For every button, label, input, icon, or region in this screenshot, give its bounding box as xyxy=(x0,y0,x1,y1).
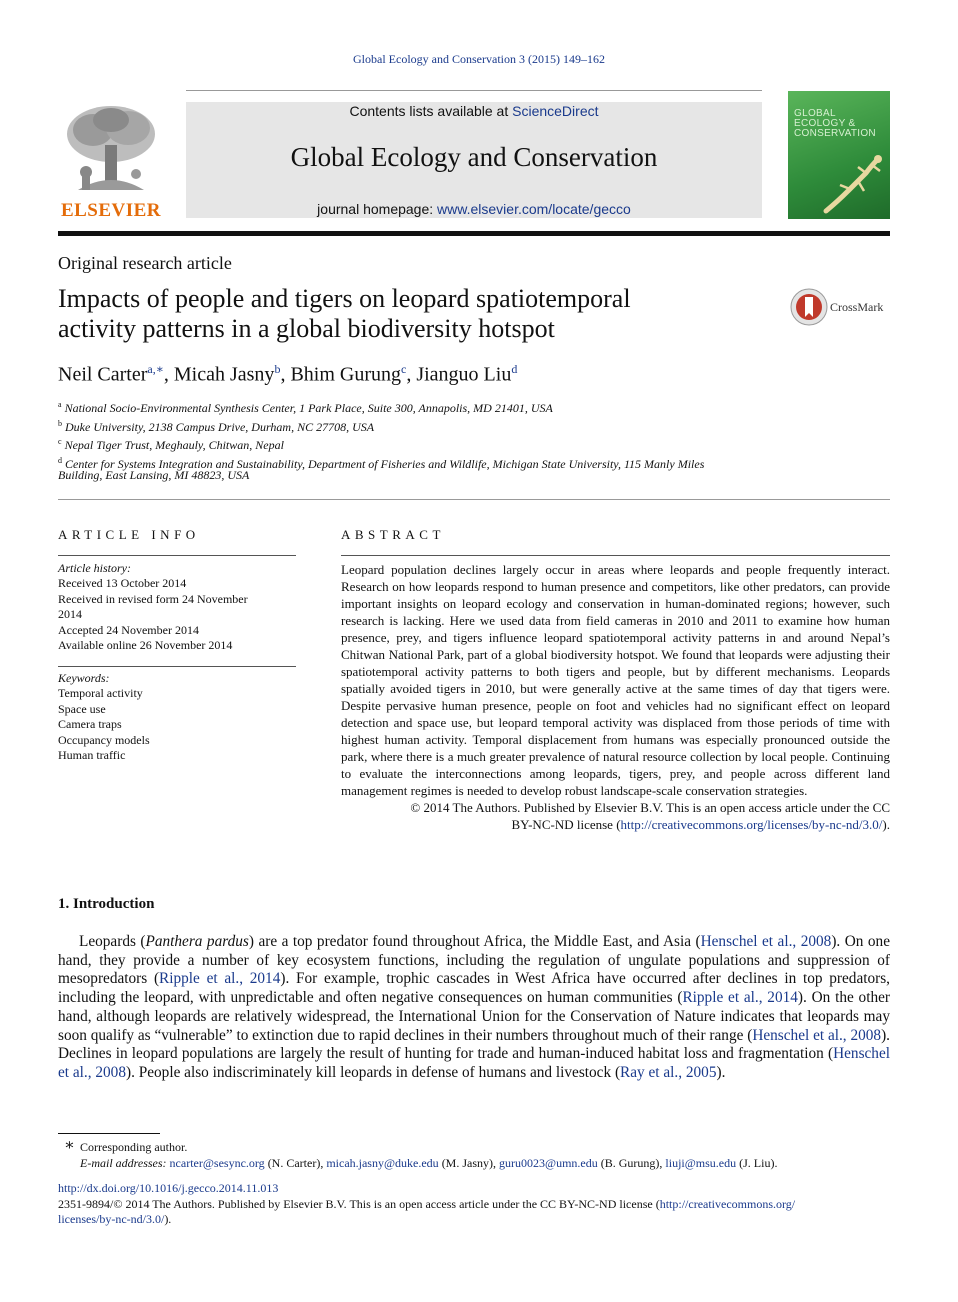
crossmark-icon xyxy=(790,288,828,326)
author-name: Micah Jasny xyxy=(173,363,275,386)
author-sep: , xyxy=(406,363,417,386)
contents-line xyxy=(186,103,762,119)
citation-link[interactable]: Henschel et al., 2008 xyxy=(700,933,832,950)
email-link[interactable]: micah.jasny@duke.edu xyxy=(326,1156,439,1170)
issn-line xyxy=(58,1197,890,1213)
license-link[interactable]: http://creativecommons.org/licenses/by-nc-nd/3.0/ xyxy=(620,817,883,832)
doi-link[interactable]: http://dx.doi.org/10.1016/j.gecco.2014.11.013 xyxy=(58,1181,279,1195)
license-link[interactable]: licenses/by-nc-nd/3.0/ xyxy=(58,1212,165,1226)
header-rule xyxy=(58,231,890,236)
copyright-line-1: © 2014 The Authors. Published by Elsevier B.V. This is an open access article under the CC xyxy=(410,800,890,815)
affil-text: Nepal Tiger Trust, Meghauly, Chitwan, Nepal xyxy=(64,438,284,452)
author-sep: , xyxy=(280,363,291,386)
author-affil-mark[interactable]: b xyxy=(274,362,281,376)
affiliation-b xyxy=(58,416,374,435)
affiliation-a xyxy=(58,397,553,416)
affil-mark: d xyxy=(58,456,62,465)
citation-link[interactable]: Henschel et al., 2008 xyxy=(752,1026,882,1044)
abstract-heading: ABSTRACT xyxy=(341,527,445,542)
history-revised-year: 2014 xyxy=(58,607,82,622)
keywords-rule xyxy=(58,666,296,667)
author-list xyxy=(58,362,517,387)
footnote-corresponding xyxy=(58,1139,890,1155)
crossmark-label: CrossMark xyxy=(830,300,884,314)
text-run: Leopards ( xyxy=(79,933,146,950)
journal-title: Global Ecology and Conservation xyxy=(290,142,658,172)
article-history xyxy=(58,561,288,653)
license-link[interactable]: http://creativecommons.org/ xyxy=(659,1196,796,1211)
footnote-emails xyxy=(58,1155,890,1171)
keywords-label: Keywords: xyxy=(58,671,110,685)
author-affil-mark[interactable]: c xyxy=(401,362,407,376)
title-line-2: activity patterns in a global biodiversity hotspot xyxy=(58,314,555,343)
article-info-rule xyxy=(58,555,296,556)
journal-cover[interactable] xyxy=(788,91,890,219)
homepage-link[interactable]: www.elsevier.com/locate/gecco xyxy=(437,201,631,217)
keyword-item: Space use xyxy=(58,701,106,716)
affil-mark: b xyxy=(58,419,62,428)
author-affil-mark[interactable]: d xyxy=(511,362,518,376)
article-info-heading: ARTICLE INFO xyxy=(58,527,200,542)
elsevier-wordmark: ELSEVIER xyxy=(60,200,162,221)
affil-mark: a xyxy=(58,400,62,409)
text-run: ). People also indiscriminately kill leopards in defense of humans and livestock ( xyxy=(125,1063,621,1081)
abstract-paragraph: Leopard population declines largely occur in areas where leopards and people frequently interact. Research on how leopards respond to human presence and competitors, like other predators, can provide important insights on leopard ecology and conservation in human-dominated regions; however, such research is lacking. Here we used data from field cameras in 2010 and 2011 to examine how human presence, prey, and tigers influence leopard spatiotemporal activity patterns in and around Nepal’s Chitwan National Park, part of a global biodiversity hotspot. We found that leopards were adjusting their spatiotemporal activity patterns to both tigers and people, but by different mechanisms. Leopards spatially avoided tigers in 2010, but were generally active at the same times of day that tigers were. Despite pervasive human presence, people on foot and vehicles had no significant effect on leopard detection and space use, but leopard temporal activity was displaced from those periods of time with highest human activity. Temporal displacement from humans was especially pronounced outside the park, where there is a much greater prevalence of natural resource collection by local people. Continuing to evaluate the interconnections among leopards, tigers, prey, and people across different land management regimes is needed to develop robust landscape-scale conservation strategies. xyxy=(341,562,890,798)
citation-link[interactable]: Ripple et al., 2014 xyxy=(682,989,798,1007)
affil-text: Center for Systems Integration and Sustainability, Department of Fisheries and Wildlife, Michigan State University, 115 Manly Miles xyxy=(65,457,705,471)
email-link[interactable]: ncarter@sesync.org xyxy=(169,1156,265,1170)
article-type: Original research article xyxy=(58,253,232,273)
homepage-prefix: journal homepage: xyxy=(317,201,438,217)
doi-block xyxy=(58,1181,890,1228)
keyword-item: Occupancy models xyxy=(58,732,150,747)
history-revised: Received in revised form 24 November xyxy=(58,591,248,606)
affil-text: National Socio-Environmental Synthesis Center, 1 Park Place, Suite 300, Annapolis, MD 21401, USA xyxy=(64,401,553,415)
intro-paragraph xyxy=(58,933,890,1083)
cover-title: GLOBAL ECOLOGY & CONSERVATION xyxy=(794,108,876,139)
email-owner: (B. Gurung), xyxy=(597,1156,666,1170)
introduction-body xyxy=(58,933,890,1083)
copyright-line-2 xyxy=(341,816,890,833)
text-run: ). For example, trophic cascades in West Africa have occurred after declines in top predators, including the leopard, with unpredictable and often negative consequences on human communities ( xyxy=(58,970,891,1007)
license-suffix: ). xyxy=(882,817,890,832)
citation-link[interactable]: Ray et al., 2005 xyxy=(620,1063,717,1081)
text-run: ). xyxy=(716,1063,726,1081)
text-run: ). On one hand, they provide a number of key ecosystem functions, including the regulation of ungulate populations and suppression of mesopredators ( xyxy=(58,933,890,988)
citation-link[interactable]: Henschel et al., 2008 xyxy=(58,1045,890,1081)
affiliation-d-cont: Building, East Lansing, MI 48823, USA xyxy=(58,468,250,482)
author-name: Neil Carter xyxy=(58,363,148,386)
abstract-body xyxy=(341,561,890,833)
email-owner: (N. Carter), xyxy=(264,1156,327,1170)
affil-mark: c xyxy=(58,437,62,446)
citation-link[interactable]: Ripple et al., 2014 xyxy=(159,970,281,988)
running-head[interactable]: Global Ecology and Conservation 3 (2015) 149–162 xyxy=(353,52,605,66)
license-prefix: BY-NC-ND license ( xyxy=(511,817,621,832)
author-sep: , xyxy=(163,363,174,386)
crossmark-badge[interactable] xyxy=(790,288,890,328)
email-owner: (J. Liu). xyxy=(736,1156,778,1170)
history-accepted: Accepted 24 November 2014 xyxy=(58,622,199,637)
license-suffix: ). xyxy=(164,1212,172,1226)
affiliation-rule xyxy=(58,499,890,500)
tree-icon xyxy=(58,100,164,200)
keyword-item: Human traffic xyxy=(58,748,126,763)
email-owner: (M. Jasny), xyxy=(438,1156,500,1170)
abstract-copyright xyxy=(341,799,890,833)
keywords xyxy=(58,671,288,763)
email-label: E-mail addresses: xyxy=(80,1156,167,1170)
species-name: Panthera pardus xyxy=(145,933,249,950)
history-label: Article history: xyxy=(58,561,131,575)
email-link[interactable]: liuji@msu.edu xyxy=(665,1156,737,1170)
text-run: ). On the other hand, although leopards are relatively widespread, the International Union for the Conservation of Nature indicates that leopards may soon qualify as “vulnerable” to extinction due to rapid declines in their numbers throughout much of their range ( xyxy=(58,989,890,1044)
issn-line-2 xyxy=(58,1212,890,1228)
title-line-1: Impacts of people and tigers on leopard spatiotemporal xyxy=(58,284,631,313)
section-heading-introduction: 1. Introduction xyxy=(58,896,155,912)
homepage-line xyxy=(186,201,762,217)
keyword-item: Temporal activity xyxy=(58,686,143,701)
affil-text: Duke University, 2138 Campus Drive, Durham, NC 27708, USA xyxy=(65,420,375,434)
article-title xyxy=(58,284,758,344)
corresponding-label: Corresponding author. xyxy=(80,1140,188,1154)
text-run: ) are a top predator found throughout Africa, the Middle East, and Asia ( xyxy=(248,933,701,950)
masthead-rule xyxy=(186,90,762,91)
abstract-rule xyxy=(341,555,890,556)
text-run: ). Declines in leopard populations are largely the result of hunting for trade and human-induced habitat loss and fragmentation ( xyxy=(58,1026,890,1063)
footnote-rule xyxy=(58,1133,160,1134)
history-received: Received 13 October 2014 xyxy=(58,576,187,591)
footnote-star: ∗ xyxy=(64,1137,75,1154)
email-link[interactable]: guru0023@umn.edu xyxy=(499,1156,598,1170)
keyword-item: Camera traps xyxy=(58,717,122,732)
contents-prefix: Contents lists available at xyxy=(349,103,513,119)
corresponding-author-footnote xyxy=(58,1139,890,1171)
history-online: Available online 26 November 2014 xyxy=(58,638,233,653)
author-name: Jianguo Liu xyxy=(416,363,512,386)
affiliation-c xyxy=(58,434,284,453)
author-affil-mark[interactable]: a,∗ xyxy=(147,362,164,376)
author-name: Bhim Gurung xyxy=(290,363,401,386)
lizard-icon xyxy=(818,151,888,217)
issn-text: 2351-9894/© 2014 The Authors. Published by Elsevier B.V. This is an open access article under the CC BY-NC-ND license ( xyxy=(58,1196,660,1211)
sciencedirect-link[interactable]: ScienceDirect xyxy=(512,103,599,119)
